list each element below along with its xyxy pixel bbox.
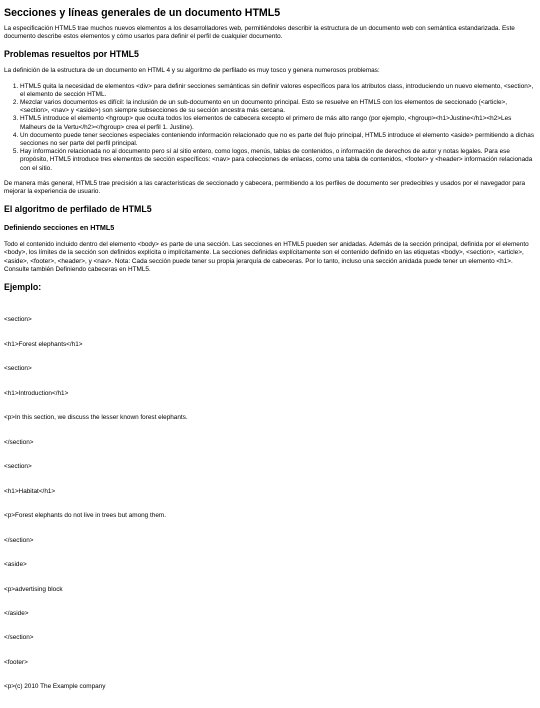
- code-line: <aside>: [4, 561, 27, 569]
- example-heading: Ejemplo:: [4, 282, 42, 293]
- code-line: <section>: [4, 316, 32, 324]
- problems-list-item: 4. Un documento puede tener secciones especiales conteniendo información relacionado que no es parte del flujo principal, HTML5 introduce el elemento <aside> permitiendo a dichas secciones no ser parte del perfil principal.: [20, 132, 536, 148]
- algorithm-subheading: Definiendo secciones en HTML5: [4, 223, 115, 233]
- code-line: </section>: [4, 634, 34, 642]
- code-line: </aside>: [4, 610, 29, 617]
- problems-heading: Problemas resueltos por HTML5: [4, 49, 139, 60]
- code-line: <p>advertising block: [4, 585, 63, 593]
- problems-list-item: 1. HTML5 quita la necesidad de elementos <div> para definir secciones semánticas sin definir valores específicos para los atributos class, introduciendo un nuevo elemento, <section>, el elemento de sección HTML.: [20, 83, 536, 99]
- code-line: <h1>Introduction</h1>: [4, 389, 69, 397]
- algorithm-heading: El algoritmo de perfilado de HTML5: [4, 204, 152, 215]
- problems-list-item: 2. Mezclar varios documentos es difícil: la inclusión de un sub-documento en un documento principal. Esto se resuelve en HTML5 con los elementos de seccionado (<article>, <section>, <nav> y <aside>) son siempre subsecciones de su sección ancestra más cercana.: [20, 99, 536, 115]
- intro-paragraph: La especificación HTML5 trae muchos nuevos elementos a los desarrolladores web, permitiéndoles describir la estructura de un documento web con semántica estandarizada. Este documento describe estos elementos y cómo usarlos para definir el perfil de cualquier documento.: [4, 25, 515, 41]
- code-line: </section>: [4, 438, 34, 446]
- code-line: <section>: [4, 365, 32, 373]
- code-line: <p>Forest elephants do not live in trees but among them.: [4, 512, 166, 520]
- example-code-block: [4, 300, 536, 708]
- page-title: Secciones y líneas generales de un documento HTML5: [4, 7, 281, 19]
- problems-list-item: 5. Hay información relacionada no al documento pero sí al sitio entero, como logos, menús, tablas de contenidos, o información de derechos de autor y notas legales. Para ese propósito, HTML5 introduce tres elementos de sección específicos: <nav> para colecciones de enlaces, como una tabla de contenidos, <footer> y <header> información relacionada con el sitio.: [20, 148, 536, 173]
- code-line: </section>: [4, 536, 34, 544]
- code-line: <p>(c) 2010 The Example company: [4, 683, 106, 691]
- problems-intro: La definición de la estructura de un documento en HTML 4 y su algoritmo de perfilado es muy tosco y genera numerosos problemas:: [4, 67, 380, 75]
- problems-list: [4, 83, 536, 173]
- code-line: <h1>Habitat</h1>: [4, 487, 56, 495]
- code-line: <h1>Forest elephants</h1>: [4, 340, 83, 348]
- algorithm-body: Todo el contenido incluido dentro del elemento <body> es parte de una sección. Las secciones en HTML5 pueden ser anidadas. Además de la sección principal, definida por el elemento <body>, los límites de la sección son definidos explícita o implícitamente. La secciones definidas explícitamente son el contenido definido en las etiquetas <body>, <section>, <article>, <aside>, <footer>, <header>, y <nav>. Nota: Cada sección puede tener su propia jerarquía de cabeceras. Por lo tanto, incluso una sección anidada puede tener un elemento <h1>. Consulte también Definiendo cabeceras en HTML5.: [4, 241, 529, 273]
- code-line: <section>: [4, 463, 32, 471]
- code-line: <p>In this section, we discuss the lesser known forest elephants.: [4, 414, 188, 422]
- problems-list-item: 3. HTML5 introduce el elemento <hgroup> que oculta todos los elementos de cabecera excepto el primero de más alto rango (por ejemplo, <hgroup><h1>Justine</h1><h2>Les Malheurs de la Vertu</h2></hgroup> crea el perfil 1. Justine).: [20, 115, 536, 131]
- problems-conclusion: De manera más general, HTML5 trae precisión a las características de seccionado y cabecera, permitiendo a los perfiles de documento ser predecibles y usados por el navegador para mejorar la experiencia de usuario.: [4, 179, 526, 196]
- code-line: <footer>: [4, 658, 28, 666]
